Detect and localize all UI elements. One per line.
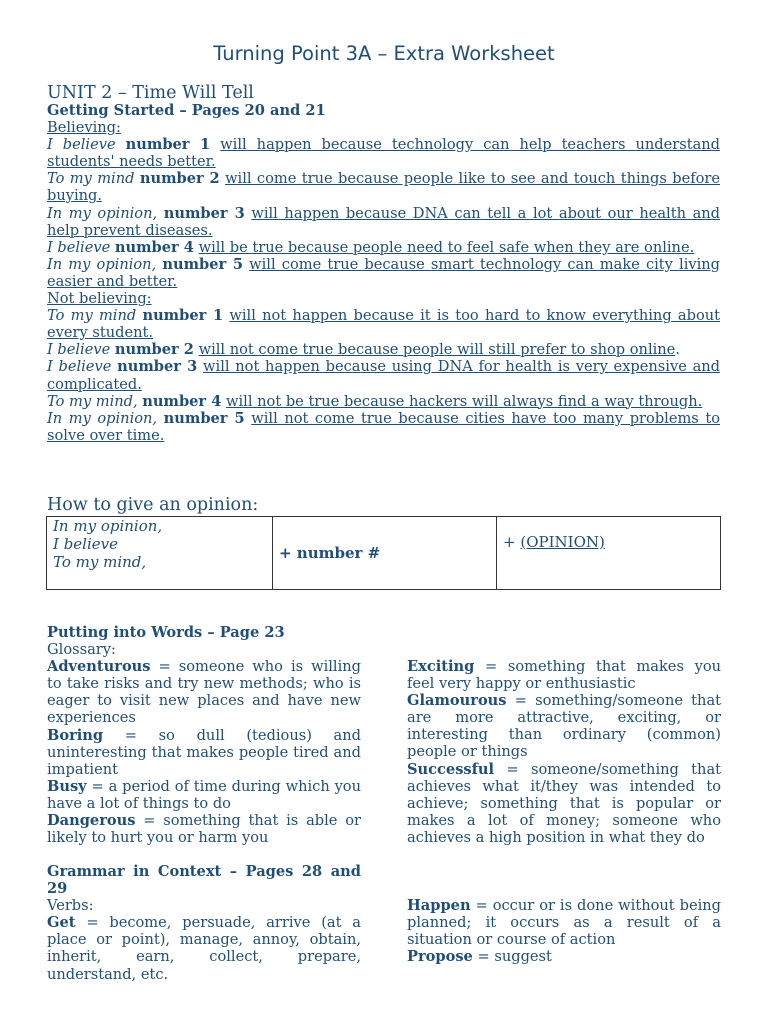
opinion-lead: I believe xyxy=(47,238,111,256)
glossary-definition: = something that makes you feel very happy or enthusiastic xyxy=(407,658,722,693)
section-heading: Putting into Words – Page 23 xyxy=(47,624,285,641)
glossary-definition: = occur or is done without being planned; it occurs as a result of a situation or course of action xyxy=(407,897,721,949)
glossary-definition: = something/someone that are more attractive, exciting, or interesting than ordinary (common) people or things xyxy=(407,692,722,761)
opinion-placeholder: (OPINION) xyxy=(520,533,605,551)
opinion-line xyxy=(47,256,720,290)
opinion-number: number 2 xyxy=(139,170,220,188)
opinion-lead: In my opinion, xyxy=(47,409,158,427)
opinion-line xyxy=(47,341,720,358)
opinion-text: will not come true because people will still prefer to shop online xyxy=(198,341,676,359)
opinion-lead: To my mind, xyxy=(47,392,138,410)
glossary-right-list xyxy=(407,658,721,846)
glossary-definition: = a period of time during which you have a lot of things to do xyxy=(47,777,361,812)
glossary-term: Successful xyxy=(407,760,495,778)
opinion-lead: To my mind xyxy=(47,170,135,188)
lead-phrase: I believe xyxy=(53,535,118,553)
not-believing-label: Not believing: xyxy=(47,290,152,308)
glossary-left-list xyxy=(47,658,361,846)
opinion-line xyxy=(47,358,720,392)
opinion-cell xyxy=(497,517,721,590)
section-heading: Getting Started – Pages 20 and 21 xyxy=(47,102,326,119)
opinion-number: number 3 xyxy=(117,358,198,376)
glossary-definition: = suggest xyxy=(477,948,552,966)
opinion-tail: . xyxy=(675,341,680,359)
opinion-number: number 1 xyxy=(125,136,211,154)
glossary-entry xyxy=(407,658,721,692)
lead-phrase: To my mind, xyxy=(53,553,147,571)
glossary-entry xyxy=(47,778,361,812)
opinion-line xyxy=(47,136,720,170)
glossary-term: Adventurous xyxy=(47,658,151,676)
opinion-number: number 5 xyxy=(163,409,245,427)
glossary-term: Boring xyxy=(47,726,104,744)
opinion-leads-cell xyxy=(47,517,273,590)
opinion-number: number 3 xyxy=(163,204,245,222)
opinion-line xyxy=(47,205,720,239)
number-cell xyxy=(273,517,497,590)
glossary-term: Dangerous xyxy=(47,812,136,830)
glossary-entry xyxy=(407,692,721,760)
grammar-left-list xyxy=(47,914,361,982)
glossary-entry xyxy=(47,658,361,726)
glossary-entry xyxy=(47,914,361,982)
opinion-text: will not come true because cities have too many problems to solve over time. xyxy=(47,409,721,444)
opinion-line xyxy=(47,307,720,341)
opinion-number: number 1 xyxy=(142,307,224,325)
lead-phrase: In my opinion, xyxy=(53,517,163,535)
opinion-lead: To my mind xyxy=(47,307,137,325)
glossary-entry xyxy=(47,812,361,846)
believing-list xyxy=(47,136,720,290)
opinion-number: number 5 xyxy=(162,255,243,273)
opinion-table xyxy=(46,516,721,590)
getting-started-section xyxy=(47,102,720,444)
glossary-entry xyxy=(47,727,361,778)
glossary-definition: = become, persuade, arrive (at a place or point), manage, annoy, obtain, inherit, earn, collect, prepare, understand, etc. xyxy=(47,914,362,983)
section-heading: Grammar in Context – Pages 28 and 29 xyxy=(47,863,361,898)
opinion-lead: In my opinion, xyxy=(47,255,157,273)
unit-heading: UNIT 2 – Time Will Tell xyxy=(47,83,254,103)
glossary-entry xyxy=(407,948,721,965)
opinion-text: will not happen because it is too hard to know everything about every student. xyxy=(47,307,721,342)
opinion-text: will not happen because using DNA for health is very expensive and complicated. xyxy=(47,358,721,393)
opinion-lead: In my opinion, xyxy=(47,204,158,222)
opinion-text: will not be true because hackers will always find a way through. xyxy=(226,392,703,410)
glossary-entry xyxy=(407,897,721,948)
number-placeholder: + number # xyxy=(279,544,381,562)
opinion-text: will come true because smart technology can make city living easier and better. xyxy=(47,255,721,290)
glossary-term: Happen xyxy=(407,897,471,914)
grammar-right-list xyxy=(407,897,721,965)
glossary-definition: = someone/something that achieves what it/they was intended to achieve; something that is popular or makes a lot of money; someone who achieves a high position in what they do xyxy=(407,760,722,846)
glossary-right-column xyxy=(407,658,721,846)
opinion-text: will be true because people need to feel safe when they are online. xyxy=(198,238,695,256)
glossary-entry xyxy=(407,761,721,846)
plus-sign: + xyxy=(503,533,516,551)
opinion-number: number 4 xyxy=(114,238,194,256)
opinion-number: number 4 xyxy=(142,392,222,410)
grammar-left-column xyxy=(47,863,361,983)
opinion-text: will happen because technology can help teachers understand students' needs better. xyxy=(47,136,721,171)
opinion-line xyxy=(47,239,720,256)
glossary-label: Glossary: xyxy=(47,641,116,659)
opinion-line xyxy=(47,393,720,410)
opinion-text: will happen because DNA can tell a lot about our health and help prevent diseases. xyxy=(47,204,721,239)
glossary-definition: = someone who is willing to take risks and try new methods; who is eager to visit new places and have new experiences xyxy=(47,658,362,727)
glossary-term: Glamourous xyxy=(407,692,507,710)
not-believing-list xyxy=(47,307,720,444)
grammar-right-column xyxy=(407,897,721,965)
opinion-text: will come true because people like to see and touch things before buying. xyxy=(47,170,721,205)
glossary-definition: = something that is able or likely to hurt you or harm you xyxy=(47,812,361,847)
opinion-line xyxy=(47,410,720,444)
page-title: Turning Point 3A – Extra Worksheet xyxy=(213,42,555,65)
opinion-lead: I believe xyxy=(47,358,112,376)
glossary-term: Busy xyxy=(47,777,87,795)
opinion-number: number 2 xyxy=(114,341,194,359)
opinion-line xyxy=(47,170,720,204)
glossary-term: Propose xyxy=(407,948,473,966)
glossary-term: Exciting xyxy=(407,658,475,675)
verbs-label: Verbs: xyxy=(47,897,94,915)
glossary-definition: = so dull (tedious) and uninteresting that makes people tired and impatient xyxy=(47,726,361,778)
opinion-lead: I believe xyxy=(47,136,116,154)
glossary-left-column xyxy=(47,624,361,846)
glossary-term: Get xyxy=(47,914,76,932)
opinion-lead: I believe xyxy=(47,341,111,359)
opinion-heading: How to give an opinion: xyxy=(47,495,259,515)
believing-label: Believing: xyxy=(47,119,121,137)
